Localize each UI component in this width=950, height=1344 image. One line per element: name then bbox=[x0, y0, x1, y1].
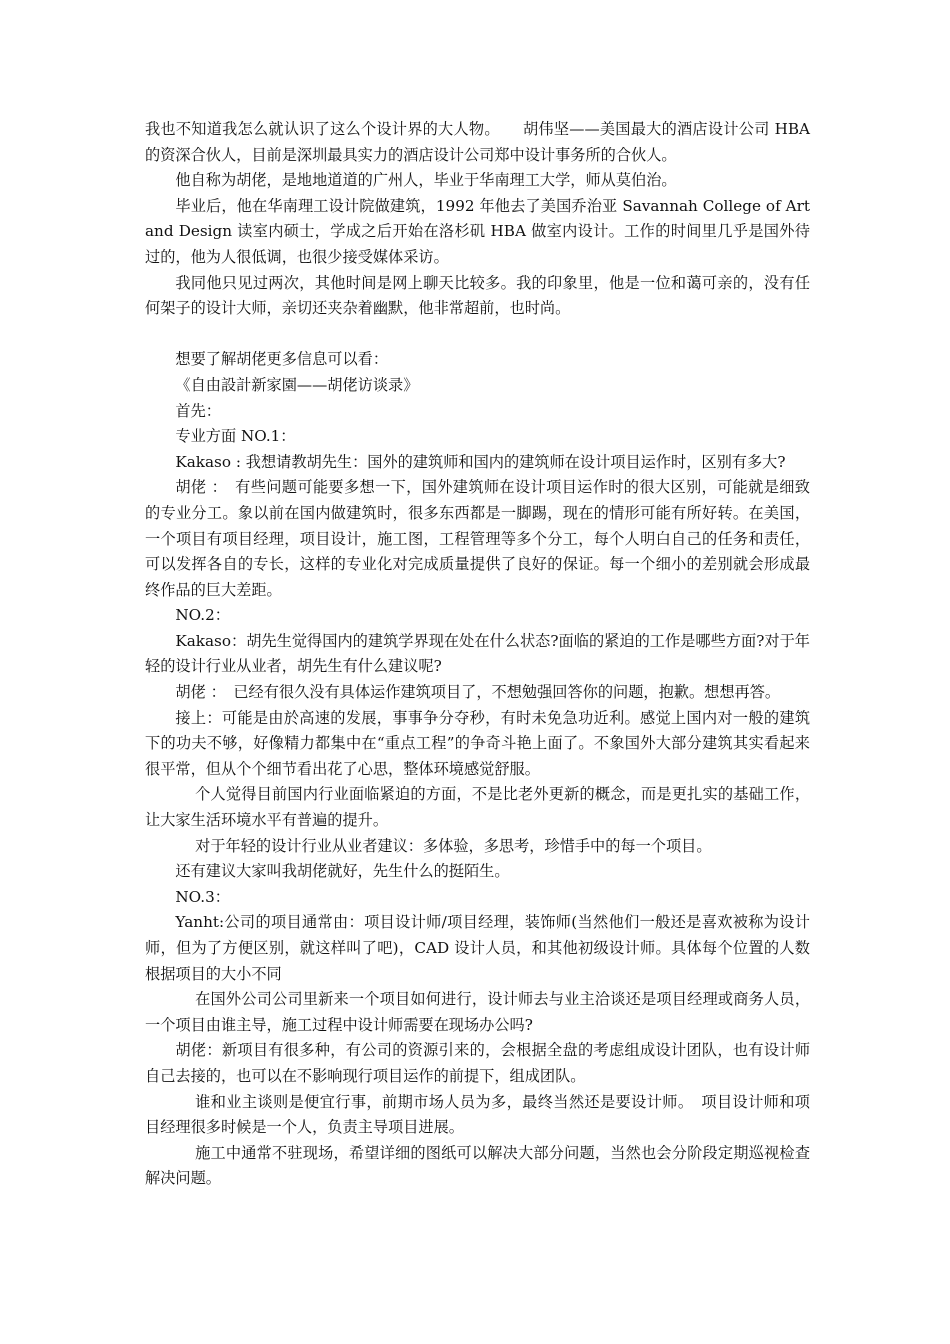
paragraph: 专业方面 NO.1： bbox=[175, 427, 296, 446]
paragraph: 我也不知道我怎么就认识了这么个设计界的大人物。 胡伟坚——美国最大的酒店设计公司 HBA 的资深合伙人，目前是深圳最具实力的酒店设计公司郑中设计事务所的合伙人。 bbox=[145, 120, 810, 164]
paragraph: 我同他只见过两次，其他时间是网上聊天比较多。我的印象里，他是一位和蔼可亲的，没有任何架子的设计大师，亲切还夹杂着幽默，他非常超前，也时尚。 bbox=[145, 273, 810, 318]
paragraph: 胡佬：新项目有很多种，有公司的资源引来的，会根据全盘的考虑组成设计团队，也有设计师自己去接的，也可以在不影响现行项目运作的前提下，组成团队。 bbox=[145, 1041, 810, 1085]
paragraph: Yanht:公司的项目通常由：项目设计师/项目经理，装饰师(当然他们一般还是喜欢被称为设计师，但为了方便区别，就这样叫了吧)，CAD 设计人员，和其他初级设计师。具体每个位置的人数根据项目的大小不同 bbox=[145, 913, 810, 983]
paragraph: Kakaso : 我想请教胡先生：国外的建筑师和国内的建筑师在设计项目运作时，区别有多大? bbox=[175, 452, 786, 471]
paragraph: NO.2： bbox=[175, 606, 230, 625]
paragraph: 施工中通常不驻现场，希望详细的图纸可以解决大部分问题，当然也会分阶段定期巡视检查解决问题。 bbox=[145, 1143, 810, 1188]
paragraph: NO.3： bbox=[175, 887, 230, 906]
paragraph: 首先： bbox=[175, 401, 221, 420]
paragraph: 还有建议大家叫我胡佬就好，先生什么的挺陌生。 bbox=[175, 862, 510, 881]
paragraph: 他自称为胡佬，是地地道道的广州人，毕业于华南理工大学，师从莫伯治。 bbox=[175, 171, 677, 190]
paragraph: 胡佬 ： 已经有很久没有具体运作建筑项目了，不想勉强回答你的问题，抱歉。想想再答。 bbox=[175, 683, 781, 702]
paragraph: 毕业后，他在华南理工设计院做建筑，1992 年他去了美国乔治亚 Savannah College of Art and Design 读室内硕士，学成之后开始在洛杉矶 HBA 做室内设计。工作的时间里几乎是国外待过的，他为人很低调，也很少接受媒体采访。 bbox=[145, 196, 810, 266]
paragraph: 想要了解胡佬更多信息可以看： bbox=[175, 350, 389, 369]
paragraph: 胡佬 ： 有些问题可能要多想一下，国外建筑师在设计项目运作时的很大区别，可能就是细致的专业分工。象以前在国内做建筑时，很多东西都是一脚踢，现在的情形可能有所好转。在美国，一个项目有项目经理，项目设计，施工图，工程管理等多个分工，每个人明白自己的任务和责任，可以发挥各自的专长，这样的专业化对完成质量提供了良好的保证。每一个细小的差别就会形成最终作品的巨大差距。 bbox=[145, 478, 810, 599]
paragraph: 对于年轻的设计行业从业者建议：多体验，多思考，珍惜手中的每一个项目。 bbox=[195, 836, 712, 855]
paragraph: Kakaso：胡先生觉得国内的建筑学界现在处在什么状态?面临的紧迫的工作是哪些方面?对于年轻的设计行业从业者，胡先生有什么建议呢? bbox=[145, 631, 810, 676]
paragraph: 谁和业主谈则是便宜行事，前期市场人员为多，最终当然还是要设计师。 项目设计师和项目经理很多时候是一个人，负责主导项目进展。 bbox=[145, 1092, 810, 1137]
paragraph: 《自由設計新家園——胡佬访谈录》 bbox=[175, 375, 419, 394]
paragraph: 个人觉得目前国内行业面临紧迫的方面，不是比老外更新的概念，而是更扎实的基础工作，让大家生活环境水平有普遍的提升。 bbox=[145, 785, 810, 830]
blank-line bbox=[145, 322, 810, 348]
paragraph: 在国外公司公司里新来一个项目如何进行，设计师去与业主洽谈还是项目经理或商务人员，一个项目由谁主导，施工过程中设计师需要在现场办公吗? bbox=[145, 990, 810, 1034]
document-body bbox=[145, 117, 810, 1192]
paragraph: 接上：可能是由於高速的发展，事事争分夺秒，有时未免急功近利。感觉上国内对一般的建筑下的功夫不够，好像精力都集中在“重点工程”的争奇斗艳上面了。不象国外大部分建筑其实看起来很平常，但从个个细节看出花了心思，整体环境感觉舒服。 bbox=[145, 708, 810, 778]
